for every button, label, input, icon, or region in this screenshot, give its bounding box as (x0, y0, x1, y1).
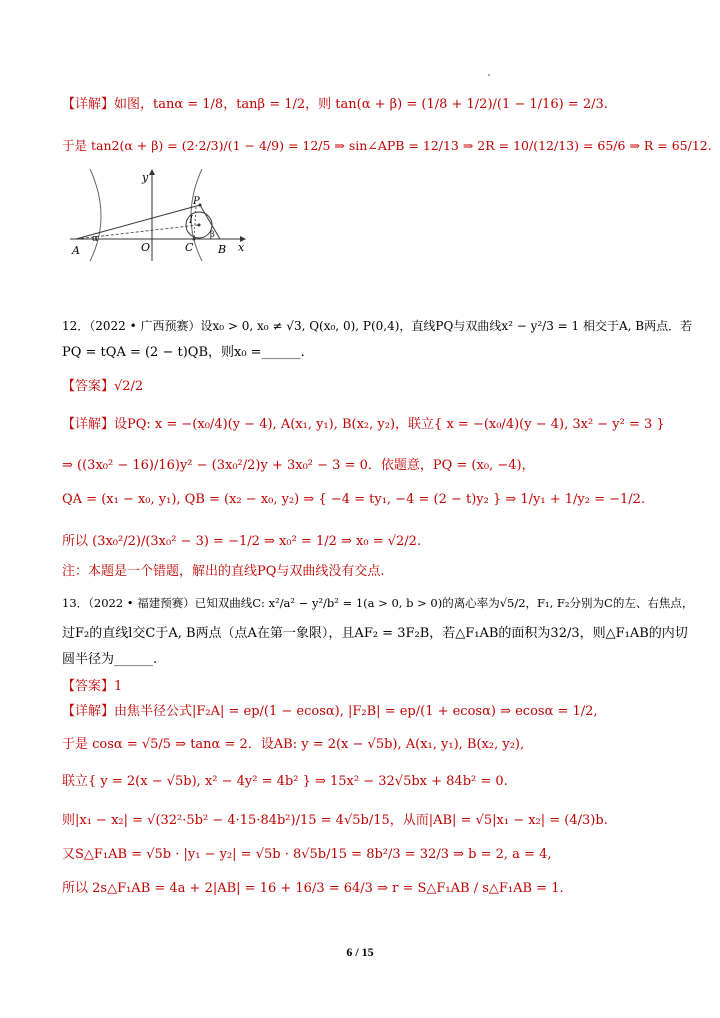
label-O: O (141, 241, 151, 254)
q12-detail-2: ⇒ ((3x₀² − 16)/16)y² − (3x₀²/2)y + 3x₀² − 3 = 0．依题意，PQ = (x₀, −4)， (62, 458, 535, 473)
label-y: y (142, 171, 149, 184)
q13-detail-2: 于是 cosα = √5/5 ⇒ tanα = 2．设AB: y = 2(x − √5b), A(x₁, y₁), B(x₂, y₂), (62, 737, 525, 752)
label-B: B (218, 243, 227, 256)
q13-detail-4: 则|x₁ − x₂| = √(32²·5b² − 4·15·84b²)/15 = 4√5b/15，从而|AB| = √5|x₁ − x₂| = (4/3)b. (62, 813, 608, 828)
label-beta: β (210, 230, 215, 239)
q12-note: 注：本题是一个错题，解出的直线PQ与双曲线没有交点. (62, 564, 385, 579)
q12-detail-3: QA = (x₁ − x₀, y₁), QB = (x₂ − x₀, y₂) ⇒ { −4 = ty₁, −4 = (2 − t)y₂ } ⇒ 1/y₁ + 1/y₂ = −1/2. (62, 492, 646, 507)
segment-PC (194, 207, 196, 239)
q13-detail-6: 所以 2s△F₁AB = 4a + 2|AB| = 16 + 16/3 = 64/3 ⇒ r = S△F₁AB / s△F₁AB = 1. (62, 881, 564, 896)
label-x: x (238, 241, 245, 254)
q13-detail-1: 【详解】由焦半径公式|F₂A| = ep/(1 − ecosα), |F₂B| = ep/(1 + ecosα) ⇒ ecosα = 1/2, (62, 704, 598, 719)
q13-line-1: 13．（2022 • 福建预赛）已知双曲线C: x²/a² − y²/b² = 1(a > 0, b > 0)的离心率为√5/2，F₁, F₂分别为C的左、右焦点， (62, 596, 694, 610)
label-P: P (193, 196, 200, 207)
label-A: A (72, 244, 80, 257)
q13-detail-5: 又S△F₁AB = √5b · |y₁ − y₂| = √5b · 8√5b/15 = 8b²/3 = 32/3 ⇒ b = 2, a = 4, (62, 847, 552, 862)
scan-dot (488, 74, 490, 76)
q11-detail-line-2: 于是 tan2(α + β) = (2·2/3)/(1 − 4/9) = 12/5 ⇒ sin∠APB = 12/13 ⇒ 2R = 10/(12/13) = 65/6 ⇒ R = 65/12. (62, 138, 712, 153)
page-number: 6 / 15 (346, 945, 374, 959)
q13-line-3: 圆半径为______. (62, 652, 158, 667)
q13-detail-3: 联立{ y = 2(x − √5b), x² − 4y² = 4b² } ⇒ 15x² − 32√5bx + 84b² = 0. (62, 774, 508, 789)
q12-answer: 【答案】√2/2 (62, 379, 144, 394)
point-I (198, 224, 201, 227)
q13-answer: 【答案】1 (62, 679, 123, 694)
label-I: I (189, 215, 193, 226)
q12-line-2: PQ = tQA = (2 − t)QB，则x₀ =______. (62, 345, 305, 360)
left-branch (90, 169, 101, 261)
q12-detail-4: 所以 (3x₀²/2)/(3x₀² − 3) = −1/2 ⇒ x₀² = 1/2 ⇒ x₀ = √2/2. (62, 534, 422, 549)
q12-detail-1: 【详解】设PQ: x = −(x₀/4)(y − 4), A(x₁, y₁), B(x₂, y₂)，联立{ x = −(x₀/4)(y − 4), 3x² − y² = 3 } (62, 417, 665, 432)
q12-line-1: 12．（2022 • 广西预赛）设x₀ > 0, x₀ ≠ √3, Q(x₀, 0), P(0,4)，直线PQ与双曲线x² − y²/3 = 1 相交于A, B两点．若 (62, 319, 693, 333)
q13-line-2: 过F₂的直线l交C于A, B两点（点A在第一象限），且AF₂ = 3F₂B，若△F₁AB的面积为32/3，则△F₁AB的内切 (62, 626, 688, 641)
label-alpha: α (92, 234, 99, 244)
hyperbola-figure (68, 167, 250, 263)
y-axis-arrow (149, 169, 155, 175)
label-C: C (185, 241, 194, 254)
q11-detail-line-1: 【详解】如图，tanα = 1/8，tanβ = 1/2，则 tan(α + β) = (1/8 + 1/2)/(1 − 1/16) = 2/3. (62, 97, 608, 112)
